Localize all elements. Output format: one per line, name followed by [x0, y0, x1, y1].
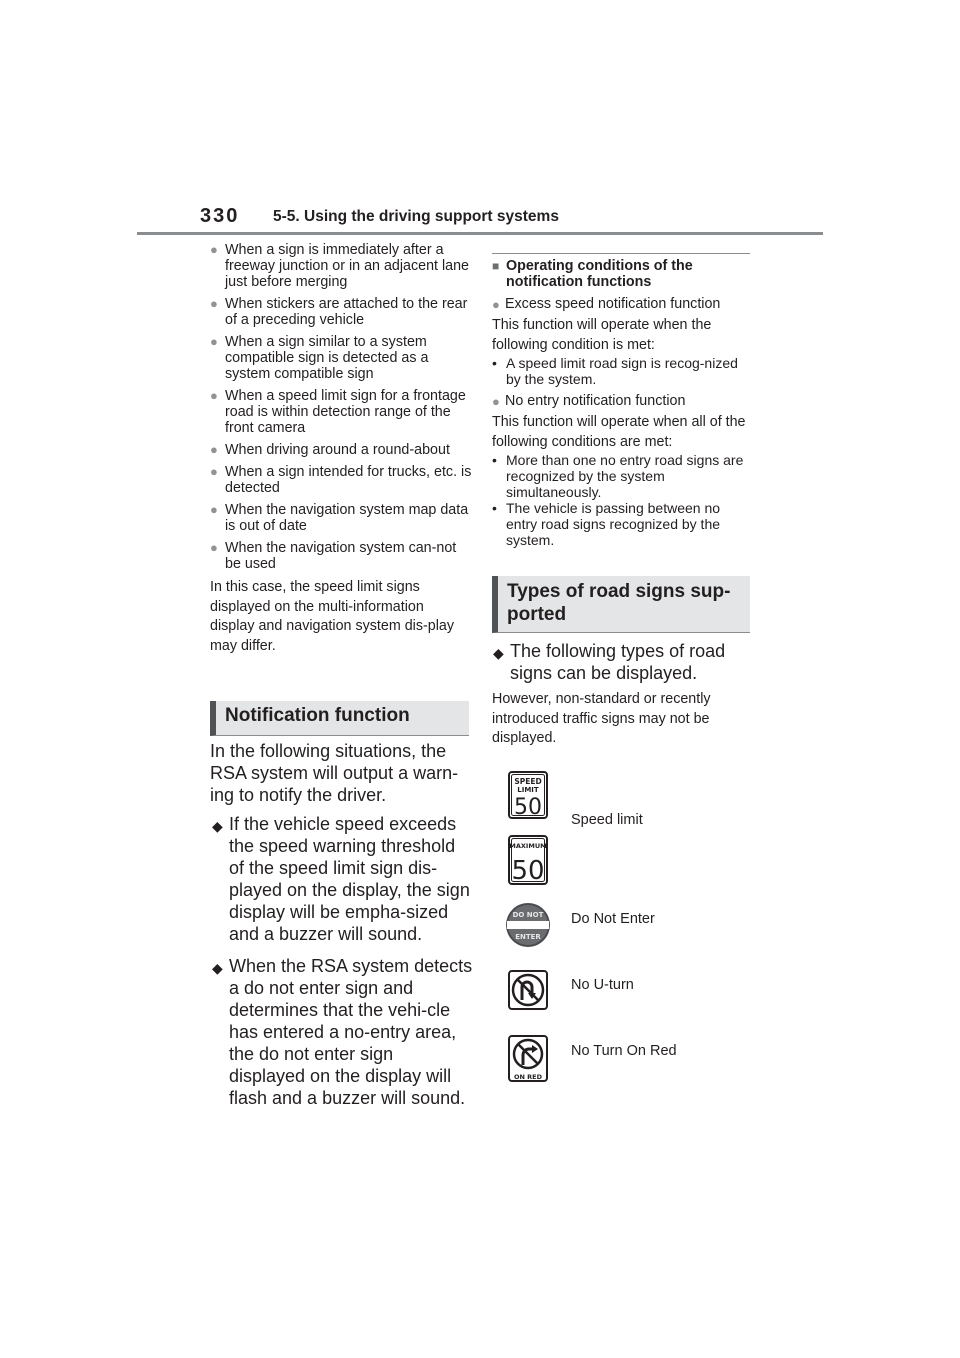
- list-item: • More than one no entry road signs are recognized by the system simultaneously.: [492, 452, 744, 500]
- bullet-icon: ●: [210, 334, 218, 349]
- list-item: ● When a sign is immediately after a freeway junction or in an adjacent lane just before merging: [210, 242, 469, 290]
- bullet-icon: ●: [210, 540, 218, 555]
- list-item: • The vehicle is passing between no entry road signs recognized by the system.: [492, 500, 721, 548]
- bullet-icon: ●: [210, 388, 218, 403]
- sign-label-speed-limit: Speed limit: [571, 812, 643, 828]
- do-not-enter-sign-icon: [505, 902, 551, 953]
- no-turn-on-red-sign-icon: [508, 1035, 548, 1087]
- svg-text:ENTER: ENTER: [515, 933, 541, 941]
- list-item: • A speed limit road sign is recog-nized by the system.: [492, 355, 738, 387]
- types-heading: Types of road signs sup-ported: [492, 576, 750, 633]
- list-item: ◆ If the vehicle speed exceeds the speed warning threshold of the speed limit sign dis-played on the display, the sign display will be empha-sized and a buzzer will sound.: [212, 814, 470, 944]
- speed-limit-sign-icon: [508, 771, 548, 824]
- list-item: ● No entry notification function: [492, 393, 686, 409]
- bullet-icon: ●: [492, 394, 500, 409]
- diamond-bullet-icon: ◆: [212, 960, 223, 976]
- sign-label-do-not-enter: Do Not Enter: [571, 911, 655, 927]
- types-point: ◆ The following types of road signs can be displayed.: [493, 641, 726, 683]
- bullet-icon: ●: [210, 296, 218, 311]
- note-paragraph: However, non-standard or recently introduced traffic signs may not be displayed.: [492, 691, 711, 746]
- sign-label-no-turn-on-red: No Turn On Red: [571, 1043, 677, 1059]
- bullet-icon: ●: [210, 442, 218, 457]
- list-item: ◆ When the RSA system detects a do not enter sign and determines that the vehi-cle has entered a no-entry area, the do not enter sign displayed on the display will flash and a buzzer will sound.: [212, 956, 473, 1108]
- list-item: ● When driving around a round-about: [210, 442, 450, 458]
- list-item: ● When the navigation system can-not be used: [210, 540, 457, 572]
- notification-points: [212, 813, 474, 1109]
- list-item: ● When a sign intended for trucks, etc. is detected: [210, 464, 472, 496]
- bullet-icon: ●: [210, 502, 218, 517]
- svg-text:50: 50: [511, 856, 545, 885]
- bullet-icon: ●: [492, 297, 500, 312]
- diamond-bullet-icon: ◆: [212, 818, 223, 834]
- paragraph: This function will operate when all of the following conditions are met:: [492, 414, 746, 450]
- list-item: ● When stickers are attached to the rear of a preceding vehicle: [210, 296, 468, 328]
- bullet-icon: ●: [210, 464, 218, 479]
- page-number: 330: [200, 205, 240, 227]
- no-u-turn-sign-icon: [508, 970, 548, 1015]
- svg-text:SPEED: SPEED: [514, 777, 542, 786]
- svg-text:DO NOT: DO NOT: [512, 911, 544, 919]
- svg-text:50: 50: [514, 795, 542, 819]
- right-column: [492, 253, 750, 548]
- list-item: ● When a sign similar to a system compatible sign is detected as a system compatible sign: [210, 334, 429, 382]
- divider: [492, 253, 750, 254]
- bullet-icon: ●: [210, 242, 218, 257]
- paragraph: This function will operate when the following condition is met:: [492, 317, 712, 353]
- list-item: ● When the navigation system map data is out of date: [210, 502, 469, 534]
- header-rule: [137, 232, 823, 235]
- maximum-speed-sign-icon: [508, 835, 548, 890]
- subheading: ■ Operating conditions of the notification functions: [492, 258, 693, 290]
- svg-text:MAXIMUM: MAXIMUM: [509, 842, 547, 850]
- section-title-header: 5-5. Using the driving support systems: [273, 208, 559, 225]
- left-column: [210, 242, 472, 656]
- svg-text:LIMIT: LIMIT: [517, 786, 539, 794]
- notification-function-heading: Notification function: [210, 701, 469, 736]
- square-bullet-icon: ■: [492, 259, 500, 273]
- diamond-bullet-icon: ◆: [493, 645, 504, 661]
- sign-label-no-u-turn: No U-turn: [571, 977, 634, 993]
- intro-paragraph: In the following situations, the RSA system will output a warn-ing to notify the driver.: [210, 741, 459, 805]
- list-item: ● Excess speed notification function: [492, 296, 721, 312]
- list-item: ● When a speed limit sign for a frontage road is within detection range of the front camera: [210, 388, 466, 436]
- note-paragraph: In this case, the speed limit signs displayed on the multi-information display and navigation system dis-play may differ.: [210, 579, 454, 654]
- svg-text:ON RED: ON RED: [513, 1073, 543, 1081]
